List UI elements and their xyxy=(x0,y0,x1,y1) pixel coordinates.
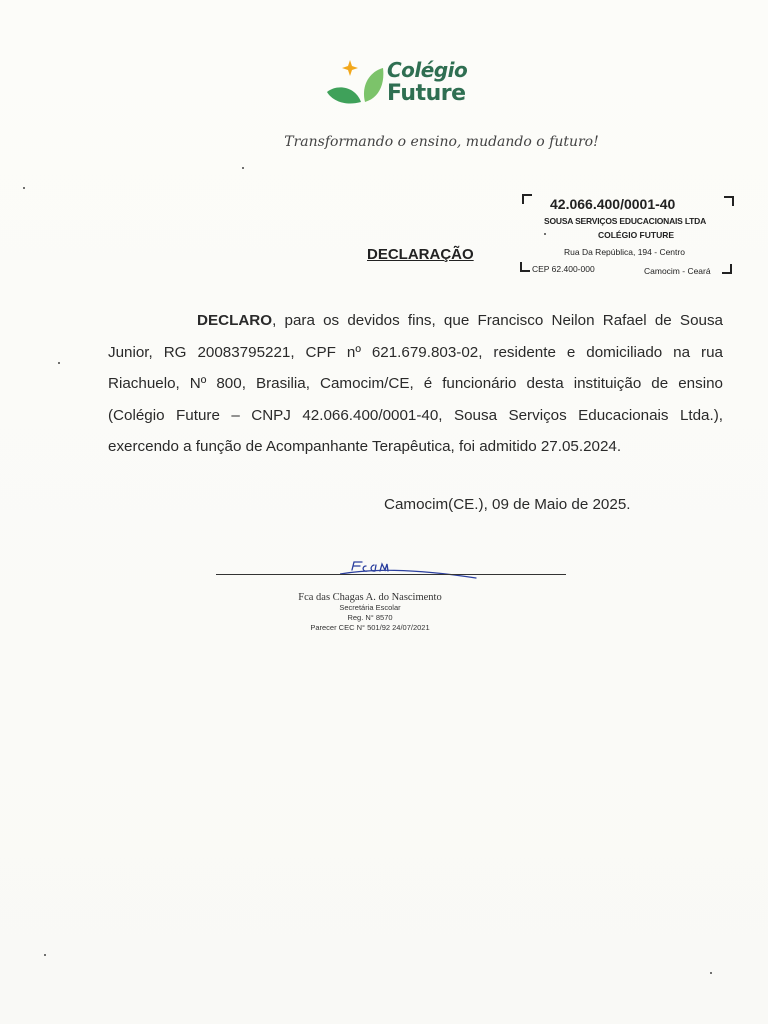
document-title: DECLARAÇÃO xyxy=(367,246,474,263)
leaf-star-icon xyxy=(325,56,387,112)
stamp-corner xyxy=(520,262,530,272)
stamp-city: Camocim - Ceará xyxy=(644,266,711,276)
leaf-icon xyxy=(327,87,361,103)
paper-speck xyxy=(23,187,25,189)
company-stamp xyxy=(518,190,740,280)
declaration-body xyxy=(108,305,723,463)
star-icon xyxy=(342,60,358,76)
signatory-parecer: Parecer CEC N° 501/92 24/07/2021 xyxy=(310,623,430,632)
logo-line2: Future xyxy=(387,81,466,106)
signatory-reg: Reg. N° 8570 xyxy=(347,613,393,622)
stamp-cep: CEP 62.400-000 xyxy=(532,264,595,274)
paper-speck xyxy=(710,972,712,974)
stamp-corner xyxy=(724,196,734,206)
stamp-company: SOUSA SERVIÇOS EDUCACIONAIS LTDA xyxy=(544,216,707,226)
logo-line1: Colégio xyxy=(387,58,468,82)
signatory-name: Fca das Chagas A. do Nascimento xyxy=(298,592,442,603)
signatory-block xyxy=(280,592,460,633)
leaf-icon xyxy=(364,68,383,102)
stamp-corner xyxy=(522,194,532,204)
declaration-text: , para os devidos fins, que Francisco Neilon Rafael de Sousa Junior, RG 20083795221, CPF nº 621.679.803-02, residente e domiciliado na rua Riachuelo, Nº 800, Brasilia, Camocim/CE, é funcionário desta instituição de ensino (Colégio Future – CNPJ 42.066.400/0001-40, Sousa Serviços Educacionais Ltda.), exercendo a função de Acompanhante Terapêutica, foi admitido 27.05.2024. xyxy=(108,312,723,455)
paper-speck xyxy=(242,167,244,169)
signatory-role: Secretária Escolar xyxy=(339,603,401,612)
place-date: Camocim(CE.), 09 de Maio de 2025. xyxy=(384,496,631,513)
stamp-corner xyxy=(722,264,732,274)
slogan: Transformando o ensino, mudando o futuro! xyxy=(284,134,599,150)
signature-line xyxy=(216,574,566,575)
stamp-cnpj: 42.066.400/0001-40 xyxy=(550,196,676,212)
paper-speck xyxy=(58,362,60,364)
stamp-school: COLÉGIO FUTURE xyxy=(597,230,675,240)
school-logo xyxy=(325,56,505,112)
logo-wordmark xyxy=(387,58,467,106)
paper-speck xyxy=(44,954,46,956)
lead-word: DECLARO xyxy=(197,312,273,329)
stamp-address: Rua Da República, 194 - Centro xyxy=(564,247,685,257)
handwritten-signature xyxy=(340,556,480,582)
